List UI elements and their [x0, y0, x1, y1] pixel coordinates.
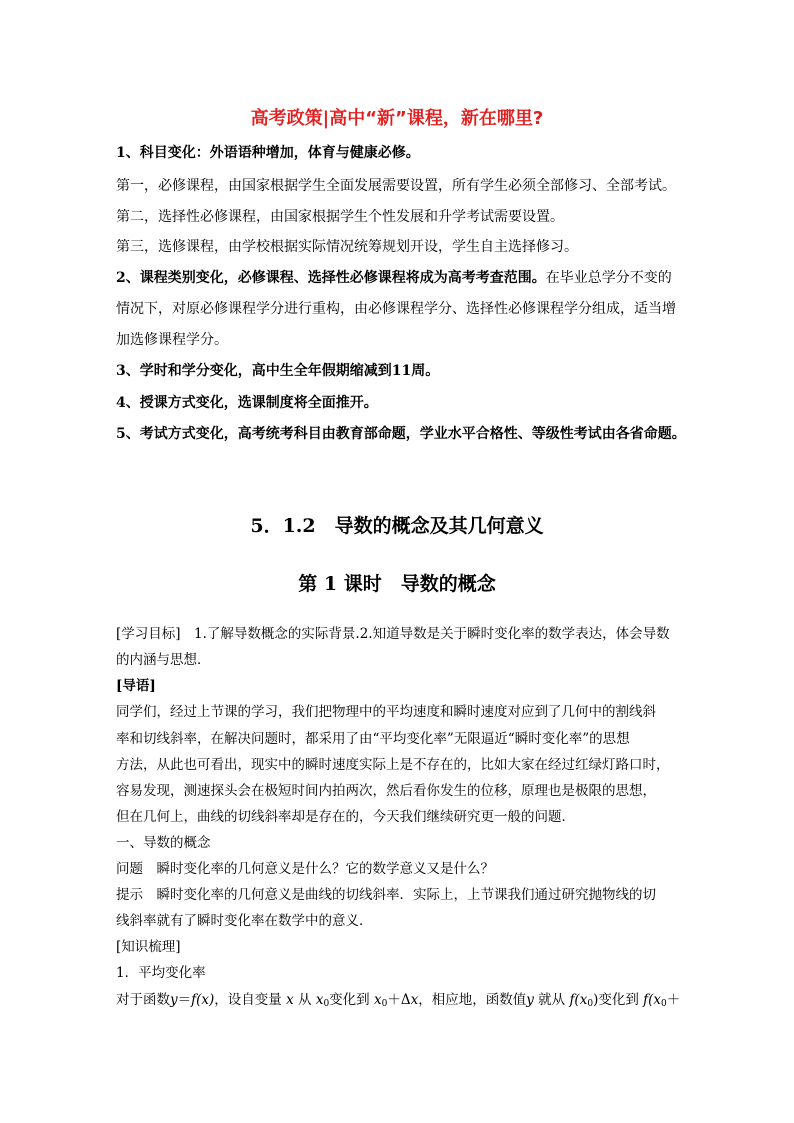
- kp1-text-m: ，相应地，函数值: [418, 992, 527, 1008]
- kp1-text-j: x: [373, 992, 382, 1008]
- kp1-text-p: f(x: [569, 992, 588, 1008]
- kp1-text-h: x: [315, 992, 324, 1008]
- lesson-title: 第 1 课时 导数的概念: [298, 573, 496, 595]
- kp1-text-c: ＝: [177, 992, 192, 1008]
- part1-title: 一、导数的概念: [116, 835, 211, 851]
- notice-item-2-cont1: 情况下，对原必修课程学分进行重构，由必修课程学分、选择性必修课程学分组成，适当增: [116, 301, 676, 317]
- kp1-text-g: 从: [293, 992, 316, 1008]
- kp1-text: [116, 990, 686, 1010]
- kp1-text-s: ＋: [666, 992, 681, 1008]
- notice-item-2-rest: 在毕业总学分不变的: [545, 270, 672, 286]
- notice-item-required: 第一，必修课程，由国家根据学生全面发展需要设置，所有学生必须全部修习、全部考试。: [116, 178, 676, 194]
- kp1-text-a: 对于函数: [116, 992, 170, 1008]
- notice-item-4: 4、授课方式变化，选课制度将全面推开。: [116, 395, 378, 411]
- kp1-title: 1．平均变化率: [116, 965, 206, 981]
- notice-title: 高考政策|高中“新”课程，新在哪里?: [250, 108, 544, 129]
- intro-line-1: 同学们，经过上节课的学习，我们把物理中的平均速度和瞬时速度对应到了几何中的割线斜: [116, 704, 656, 720]
- notice-item-1: 1、科目变化：外语语种增加，体育与健康必修。: [116, 145, 420, 161]
- kp1-text-e: ，设自变量: [214, 992, 287, 1008]
- learning-goal-line2: 的内涵与思想．: [116, 652, 211, 668]
- kp1-text-i: 变化到: [329, 992, 374, 1008]
- kp1-text-d: f(x): [191, 992, 215, 1008]
- notice-item-2: [116, 268, 686, 288]
- kp1-text-q: )变化到: [593, 992, 644, 1008]
- kp1-text-l: x: [410, 992, 419, 1008]
- kp1-text-o: 就从: [533, 992, 570, 1008]
- kp1-text-k: ＋Δ: [387, 992, 411, 1008]
- kp1-text-r-sub: 0: [661, 999, 667, 1009]
- kp1-text-h-sub: 0: [323, 999, 330, 1009]
- intro-line-5: 但在几何上，曲线的切线斜率却是存在的，今天我们继续研究更一般的问题．: [116, 809, 575, 825]
- intro-line-2: 率和切线斜率，在解决问题时，都采用了由“平均变化率”无限逼近“瞬时变化率”的思想: [116, 731, 630, 747]
- section-title: 5．1.2 导数的概念及其几何意义: [250, 515, 544, 537]
- kp1-text-j-sub: 0: [381, 999, 388, 1009]
- hint-line2: 线斜率就有了瞬时变化率在数学中的意义．: [116, 913, 373, 929]
- kp1-text-p-sub: 0: [587, 999, 594, 1009]
- notice-item-elective-required: 第二，选择性必修课程，由国家根据学生个性发展和升学考试需要设置。: [116, 209, 564, 225]
- question: 问题 瞬时变化率的几何意义是什么？它的数学意义又是什么？: [116, 861, 494, 877]
- notice-item-3: 3、学时和学分变化，高中生全年假期缩减到11周。: [116, 363, 440, 379]
- kp1-text-n: y: [526, 992, 534, 1008]
- notice-item-2-cont2: 加选修课程学分。: [116, 332, 228, 348]
- intro-line-4: 容易发现，测速探头会在极短时间内拍两次，然后看你发生的位移，原理也是极限的思想，: [116, 783, 656, 799]
- kp1-text-f: x: [286, 992, 294, 1008]
- kp1-text-b: y: [170, 992, 178, 1008]
- learning-goal-line1: [学习目标] 1.了解导数概念的实际背景.2.知道导数是关于瞬时变化率的数学表达，体会导数: [116, 626, 670, 642]
- knowledge-label: [知识梳理]: [116, 939, 181, 955]
- kp1-text-r: f(x: [643, 992, 662, 1008]
- intro-line-3: 方法，从此也可看出，现实中的瞬时速度实际上是不存在的，比如大家在经过红绿灯路口时，: [116, 757, 670, 773]
- notice-item-elective: 第三，选修课程，由学校根据实际情况统筹规划开设，学生自主选择修习。: [116, 239, 578, 255]
- notice-item-5: 5、考试方式变化，高考统考科目由教育部命题，学业水平合格性、等级性考试由各省命题。: [116, 426, 686, 442]
- intro-label: [导语]: [116, 678, 156, 694]
- notice-item-2-bold: 2、课程类别变化，必修课程、选择性必修课程将成为高考考查范围。: [116, 270, 546, 286]
- hint-line1: 提示 瞬时变化率的几何意义是曲线的切线斜率．实际上，上节课我们通过研究抛物线的切: [116, 887, 656, 903]
